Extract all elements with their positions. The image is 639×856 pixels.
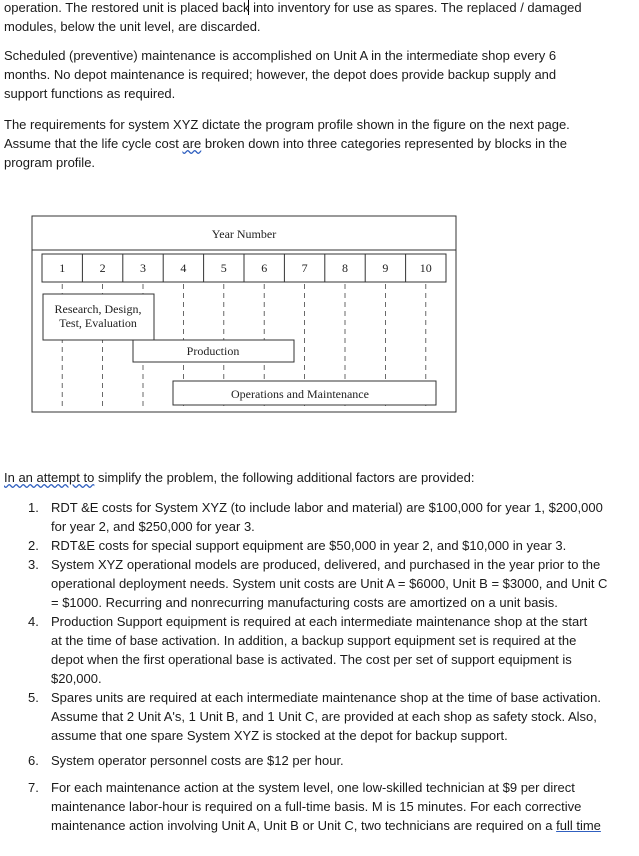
list-item-line: depot when the first operational base is activated. The cost per set of support equipment is — [51, 652, 572, 667]
year-label: 6 — [261, 261, 268, 275]
year-label: 10 — [419, 261, 432, 275]
list-item-line: Spares units are required at each intermediate maintenance shop at the time of base activation. — [51, 690, 601, 705]
list-item-line: maintenance action involving Unit A, Unit B or Unit C, two technicians are required on a — [51, 818, 557, 833]
year-label: 1 — [59, 261, 66, 275]
list-item-line: RDT &E costs for System XYZ (to include labor and material) are $100,000 for year 1, $200,000 — [51, 500, 603, 515]
list-item — [4, 555, 630, 612]
list-item-line: For each maintenance action at the system level, one low-skilled technician at $9 per direct — [51, 780, 575, 795]
text-line: support functions as required. — [4, 86, 176, 101]
year-label: 9 — [382, 261, 389, 275]
list-number: 2. — [28, 538, 39, 553]
text-line: broken down into three categories represented by blocks in the — [201, 136, 567, 151]
list-item-line: for year 2, and $250,000 for year 3. — [51, 519, 255, 534]
year-label: 8 — [342, 261, 348, 275]
list-number: 5. — [28, 690, 39, 705]
rdte-label-line2: Test, Evaluation — [59, 316, 137, 330]
intro-sentence — [4, 468, 634, 487]
text-line: into inventory for use as spares. The replaced / damaged — [249, 0, 582, 15]
year-number-header: Year Number — [211, 227, 277, 241]
grammar-flag-phrase[interactable]: In an attempt to — [4, 470, 95, 485]
list-item-line: operational deployment needs. System unit costs are Unit A = $6000, Unit B = $3000, and Unit C — [51, 576, 608, 591]
text-line: program profile. — [4, 155, 96, 170]
year-label: 3 — [140, 261, 146, 275]
list-item-line: RDT&E costs for special support equipment are $50,000 in year 2, and $10,000 in year 3. — [51, 538, 567, 553]
paragraph-requirements — [4, 115, 634, 172]
list-number: 3. — [28, 557, 39, 572]
grammar-flag-phrase[interactable]: full time — [556, 818, 601, 833]
year-label: 4 — [180, 261, 187, 275]
list-item-line: System operator personnel costs are $12 per hour. — [51, 753, 344, 768]
paragraph-scheduled-maintenance — [4, 46, 634, 103]
list-item-line: $20,000. — [51, 671, 102, 686]
year-label: 2 — [99, 261, 106, 275]
list-item-line: System XYZ operational models are produced, delivered, and purchased in the year prior to the — [51, 557, 601, 572]
list-number: 7. — [28, 780, 39, 795]
list-item — [4, 612, 630, 688]
paragraph-restored-unit — [4, 0, 634, 36]
list-item — [4, 688, 630, 745]
factor-list — [4, 498, 630, 835]
list-item-line: at the time of base activation. In addition, a backup support equipment set is required at the — [51, 633, 577, 648]
list-number: 6. — [28, 753, 39, 768]
text-line: Assume that the life cycle cost — [4, 136, 183, 151]
om-label: Operations and Maintenance — [231, 387, 369, 401]
text-line: simplify the problem, the following additional factors are provided: — [94, 470, 475, 485]
text-line: modules, below the unit level, are discarded. — [4, 19, 261, 34]
text-line: Scheduled (preventive) maintenance is accomplished on Unit A in the intermediate shop every 6 — [4, 48, 557, 63]
list-item-line: = $1000. Recurring and nonrecurring manufacturing costs are amortized on a unit basis. — [51, 595, 558, 610]
list-item-line: Assume that 2 Unit A's, 1 Unit B, and 1 Unit C, are provided at each shop as safety stock. Also, — [51, 709, 597, 724]
list-item-line: maintenance labor-hour is required on a full-time basis. M is 15 minutes. For each corrective — [51, 799, 582, 814]
production-label: Production — [186, 344, 240, 358]
list-number: 1. — [28, 500, 39, 515]
year-label: 5 — [220, 261, 227, 275]
list-item — [4, 751, 630, 770]
program-profile-figure — [30, 214, 458, 414]
rdte-label-line1: Research, Design, — [54, 302, 142, 316]
list-item — [4, 778, 630, 835]
text-line: months. No depot maintenance is required; however, the depot does provide backup supply and — [4, 67, 557, 82]
list-item — [4, 536, 630, 555]
list-item-line: Production Support equipment is required at each intermediate maintenance shop at the start — [51, 614, 588, 629]
list-item-line: assume that one spare System XYZ is stocked at the depot for backup support. — [51, 728, 508, 743]
list-item — [4, 498, 630, 536]
list-number: 4. — [28, 614, 39, 629]
year-label: 7 — [301, 261, 308, 275]
text-line: The requirements for system XYZ dictate the program profile shown in the figure on the next page. — [4, 117, 570, 132]
grammar-flag-word[interactable]: are — [182, 136, 202, 151]
text-line: operation. The restored unit is placed back — [4, 0, 250, 15]
